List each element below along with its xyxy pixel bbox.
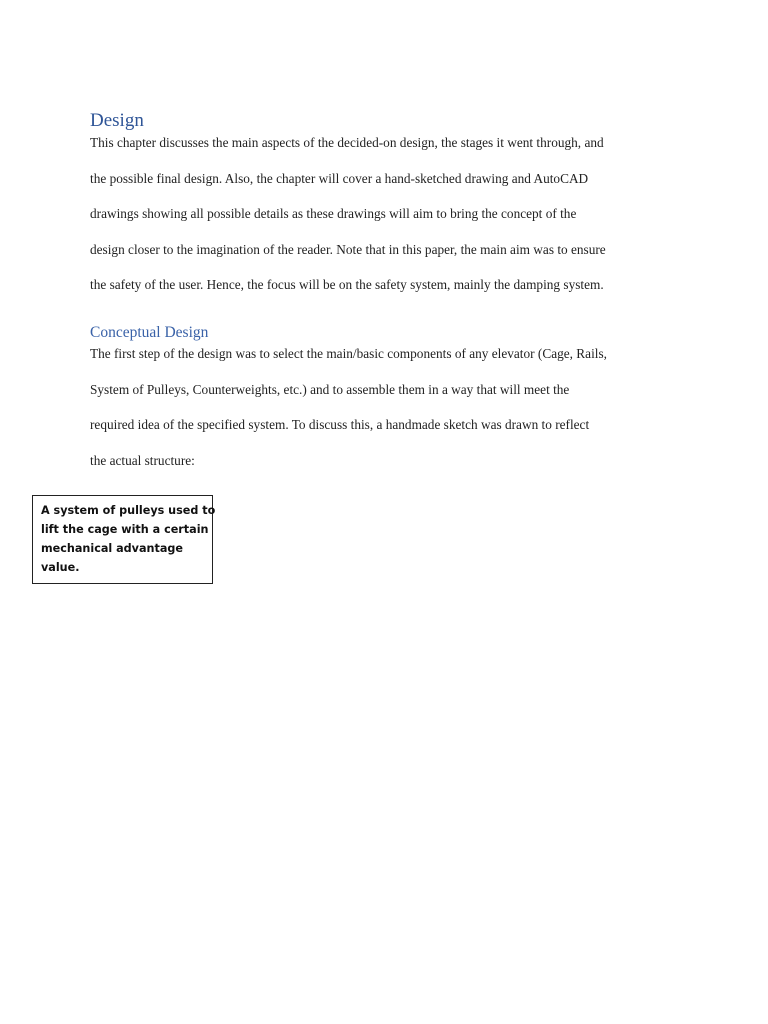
paragraph-line: design closer to the imagination of the reader. Note that in this paper, the main aim was to ensure bbox=[90, 241, 606, 257]
paragraph-line: required idea of the specified system. To discuss this, a handmade sketch was drawn to reflect bbox=[90, 417, 590, 433]
callout-line: value. bbox=[41, 561, 80, 574]
paragraph-line: the actual structure: bbox=[90, 452, 195, 468]
paragraph-line: This chapter discusses the main aspects of the decided-on design, the stages it went through, and bbox=[90, 135, 604, 150]
paragraph-line: the safety of the user. Hence, the focus will be on the safety system, mainly the damping system. bbox=[90, 277, 604, 293]
pulley-callout-box bbox=[32, 495, 216, 584]
subsection-heading-conceptual-design: Conceptual Design bbox=[90, 324, 209, 341]
intro-paragraph bbox=[90, 133, 690, 311]
paragraph-line: System of Pulleys, Counterweights, etc.) and to assemble them in a way that will meet the bbox=[90, 381, 570, 397]
callout-line: lift the cage with a certain bbox=[41, 523, 209, 536]
callout-line: mechanical advantage bbox=[41, 542, 183, 555]
callout-line: A system of pulleys used to bbox=[41, 504, 216, 517]
section-heading-design: Design bbox=[90, 110, 144, 131]
paragraph-line: The first step of the design was to select the main/basic components of any elevator (Cage, Rails, bbox=[90, 346, 607, 361]
paragraph-line: drawings showing all possible details as these drawings will aim to bring the concept of the bbox=[90, 206, 577, 222]
paragraph-line: the possible final design. Also, the chapter will cover a hand-sketched drawing and AutoCAD bbox=[90, 170, 589, 186]
conceptual-paragraph bbox=[90, 344, 690, 486]
